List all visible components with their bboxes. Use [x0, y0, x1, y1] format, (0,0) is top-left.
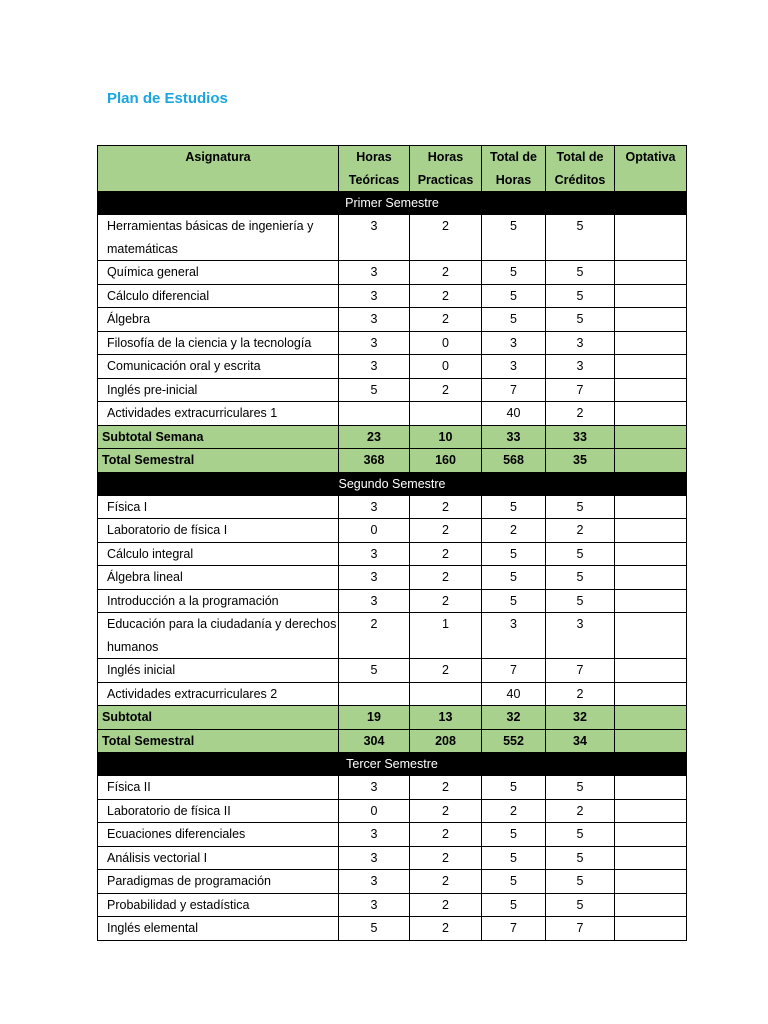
total-creditos: 7	[546, 659, 615, 683]
subtotal-row	[98, 425, 687, 449]
optativa	[615, 519, 687, 543]
horas-practicas: 2	[410, 799, 482, 823]
subtotal-row-total-horas: 32	[482, 706, 546, 730]
header-total-creditos: Total de Créditos	[546, 146, 615, 192]
subject-name: Física I	[98, 495, 339, 519]
total-semestral-row-label: Total Semestral	[98, 449, 339, 473]
subtotal-row-teoricas: 19	[339, 706, 410, 730]
subtotal-row-teoricas: 23	[339, 425, 410, 449]
horas-teoricas: 3	[339, 542, 410, 566]
horas-practicas: 2	[410, 519, 482, 543]
table-row	[98, 870, 687, 894]
optativa	[615, 215, 687, 261]
total-creditos: 5	[546, 542, 615, 566]
subject-name: Laboratorio de física II	[98, 799, 339, 823]
table-row	[98, 799, 687, 823]
horas-practicas: 2	[410, 776, 482, 800]
subtotal-row	[98, 706, 687, 730]
total-creditos: 7	[546, 917, 615, 941]
total-horas: 5	[482, 542, 546, 566]
header-row	[98, 146, 687, 192]
total-horas: 5	[482, 893, 546, 917]
horas-teoricas: 3	[339, 776, 410, 800]
table-row	[98, 378, 687, 402]
table-row	[98, 846, 687, 870]
total-semestral-row-teoricas: 304	[339, 729, 410, 753]
header-horas-practicas: Horas Practicas	[410, 146, 482, 192]
subtotal-row-total-horas: 33	[482, 425, 546, 449]
optativa	[615, 776, 687, 800]
horas-practicas: 2	[410, 284, 482, 308]
page-title: Plan de Estudios	[107, 90, 228, 107]
horas-practicas: 1	[410, 613, 482, 659]
subject-name: Probabilidad y estadística	[98, 893, 339, 917]
horas-teoricas: 3	[339, 331, 410, 355]
table-row	[98, 284, 687, 308]
total-horas: 5	[482, 215, 546, 261]
total-horas: 3	[482, 331, 546, 355]
subject-name: Análisis vectorial I	[98, 846, 339, 870]
total-semestral-row-teoricas: 368	[339, 449, 410, 473]
subject-name: Inglés elemental	[98, 917, 339, 941]
table-row	[98, 589, 687, 613]
total-semestral-row-optativa	[615, 729, 687, 753]
subtotal-row-optativa	[615, 706, 687, 730]
subject-name: Introducción a la programación	[98, 589, 339, 613]
subject-name: Cálculo diferencial	[98, 284, 339, 308]
table-body	[98, 192, 687, 941]
total-horas: 5	[482, 566, 546, 590]
horas-practicas: 2	[410, 659, 482, 683]
subject-name: Herramientas básicas de ingeniería y matemáticas	[98, 215, 339, 261]
optativa	[615, 308, 687, 332]
horas-practicas: 2	[410, 261, 482, 285]
total-horas: 5	[482, 846, 546, 870]
horas-practicas: 2	[410, 378, 482, 402]
optativa	[615, 682, 687, 706]
total-horas: 5	[482, 261, 546, 285]
subject-name: Laboratorio de física I	[98, 519, 339, 543]
total-creditos: 5	[546, 846, 615, 870]
horas-teoricas: 5	[339, 659, 410, 683]
optativa	[615, 613, 687, 659]
subject-name: Filosofía de la ciencia y la tecnología	[98, 331, 339, 355]
optativa	[615, 917, 687, 941]
total-semestral-row-label: Total Semestral	[98, 729, 339, 753]
total-creditos: 5	[546, 215, 615, 261]
horas-practicas: 2	[410, 846, 482, 870]
subject-name: Álgebra	[98, 308, 339, 332]
horas-teoricas: 3	[339, 308, 410, 332]
subject-name: Inglés pre-inicial	[98, 378, 339, 402]
table-row	[98, 355, 687, 379]
optativa	[615, 378, 687, 402]
table-row	[98, 331, 687, 355]
horas-practicas: 0	[410, 355, 482, 379]
total-horas: 5	[482, 823, 546, 847]
total-creditos: 5	[546, 776, 615, 800]
subtotal-row-label: Subtotal Semana	[98, 425, 339, 449]
optativa	[615, 261, 687, 285]
total-creditos: 5	[546, 284, 615, 308]
table-row	[98, 402, 687, 426]
optativa	[615, 284, 687, 308]
horas-teoricas: 3	[339, 846, 410, 870]
horas-practicas: 2	[410, 566, 482, 590]
subtotal-row-practicas: 10	[410, 425, 482, 449]
total-semestral-row-creditos: 35	[546, 449, 615, 473]
subject-name: Educación para la ciudadanía y derechos humanos	[98, 613, 339, 659]
optativa	[615, 402, 687, 426]
total-semestral-row-creditos: 34	[546, 729, 615, 753]
horas-teoricas: 3	[339, 355, 410, 379]
total-horas: 5	[482, 284, 546, 308]
horas-teoricas: 3	[339, 893, 410, 917]
horas-practicas: 2	[410, 823, 482, 847]
semester-header	[98, 192, 687, 215]
horas-teoricas: 3	[339, 870, 410, 894]
total-horas: 7	[482, 378, 546, 402]
study-plan-table	[97, 145, 687, 941]
horas-teoricas: 3	[339, 566, 410, 590]
table-row	[98, 823, 687, 847]
subject-name: Comunicación oral y escrita	[98, 355, 339, 379]
subject-name: Inglés inicial	[98, 659, 339, 683]
subject-name: Álgebra lineal	[98, 566, 339, 590]
total-creditos: 2	[546, 682, 615, 706]
total-semestral-row-optativa	[615, 449, 687, 473]
optativa	[615, 542, 687, 566]
horas-teoricas: 2	[339, 613, 410, 659]
total-semestral-row-practicas: 208	[410, 729, 482, 753]
table-row	[98, 566, 687, 590]
subject-name: Ecuaciones diferenciales	[98, 823, 339, 847]
total-horas: 3	[482, 355, 546, 379]
total-creditos: 2	[546, 519, 615, 543]
subject-name: Química general	[98, 261, 339, 285]
total-creditos: 2	[546, 402, 615, 426]
total-horas: 7	[482, 917, 546, 941]
total-semestral-row-practicas: 160	[410, 449, 482, 473]
header-asignatura: Asignatura	[98, 146, 339, 192]
subtotal-row-creditos: 33	[546, 425, 615, 449]
subject-name: Actividades extracurriculares 1	[98, 402, 339, 426]
horas-practicas: 2	[410, 308, 482, 332]
horas-teoricas: 3	[339, 215, 410, 261]
subject-name: Física II	[98, 776, 339, 800]
total-horas: 5	[482, 870, 546, 894]
horas-practicas: 2	[410, 542, 482, 566]
optativa	[615, 589, 687, 613]
table-row	[98, 893, 687, 917]
optativa	[615, 823, 687, 847]
semester-label: Tercer Semestre	[98, 753, 687, 776]
total-creditos: 5	[546, 870, 615, 894]
horas-teoricas: 5	[339, 378, 410, 402]
horas-teoricas: 3	[339, 823, 410, 847]
table-row	[98, 215, 687, 261]
table-row	[98, 308, 687, 332]
total-semestral-row-total-horas: 568	[482, 449, 546, 473]
horas-practicas: 2	[410, 917, 482, 941]
optativa	[615, 659, 687, 683]
subtotal-row-label: Subtotal	[98, 706, 339, 730]
total-creditos: 3	[546, 331, 615, 355]
horas-teoricas	[339, 402, 410, 426]
optativa	[615, 870, 687, 894]
table-row	[98, 682, 687, 706]
total-creditos: 5	[546, 589, 615, 613]
horas-teoricas: 5	[339, 917, 410, 941]
horas-teoricas: 3	[339, 589, 410, 613]
table-row	[98, 542, 687, 566]
total-semestral-row	[98, 729, 687, 753]
total-semestral-row	[98, 449, 687, 473]
optativa	[615, 495, 687, 519]
table-row	[98, 659, 687, 683]
subtotal-row-practicas: 13	[410, 706, 482, 730]
semester-label: Primer Semestre	[98, 192, 687, 215]
total-horas: 5	[482, 495, 546, 519]
horas-practicas: 2	[410, 495, 482, 519]
header-horas-teoricas: Horas Teóricas	[339, 146, 410, 192]
optativa	[615, 846, 687, 870]
total-creditos: 2	[546, 799, 615, 823]
total-horas: 40	[482, 682, 546, 706]
table-row	[98, 917, 687, 941]
semester-header	[98, 472, 687, 495]
subtotal-row-creditos: 32	[546, 706, 615, 730]
total-horas: 3	[482, 613, 546, 659]
optativa	[615, 331, 687, 355]
semester-label: Segundo Semestre	[98, 472, 687, 495]
total-creditos: 5	[546, 823, 615, 847]
optativa	[615, 566, 687, 590]
table-row	[98, 519, 687, 543]
table-row	[98, 495, 687, 519]
table-row	[98, 776, 687, 800]
table-row	[98, 261, 687, 285]
total-creditos: 5	[546, 308, 615, 332]
semester-header	[98, 753, 687, 776]
total-creditos: 5	[546, 495, 615, 519]
subject-name: Paradigmas de programación	[98, 870, 339, 894]
horas-teoricas: 0	[339, 799, 410, 823]
table-row	[98, 613, 687, 659]
subject-name: Cálculo integral	[98, 542, 339, 566]
total-horas: 40	[482, 402, 546, 426]
total-horas: 2	[482, 799, 546, 823]
total-horas: 5	[482, 776, 546, 800]
horas-teoricas: 3	[339, 261, 410, 285]
horas-practicas	[410, 402, 482, 426]
subtotal-row-optativa	[615, 425, 687, 449]
optativa	[615, 799, 687, 823]
total-creditos: 3	[546, 355, 615, 379]
horas-practicas: 2	[410, 893, 482, 917]
total-creditos: 7	[546, 378, 615, 402]
subject-name: Actividades extracurriculares 2	[98, 682, 339, 706]
horas-practicas: 0	[410, 331, 482, 355]
total-semestral-row-total-horas: 552	[482, 729, 546, 753]
total-horas: 5	[482, 589, 546, 613]
header-optativa: Optativa	[615, 146, 687, 192]
horas-practicas	[410, 682, 482, 706]
horas-teoricas	[339, 682, 410, 706]
total-horas: 2	[482, 519, 546, 543]
optativa	[615, 893, 687, 917]
horas-teoricas: 3	[339, 284, 410, 308]
total-horas: 5	[482, 308, 546, 332]
horas-teoricas: 3	[339, 495, 410, 519]
horas-teoricas: 0	[339, 519, 410, 543]
horas-practicas: 2	[410, 870, 482, 894]
total-creditos: 3	[546, 613, 615, 659]
total-creditos: 5	[546, 261, 615, 285]
horas-practicas: 2	[410, 215, 482, 261]
total-creditos: 5	[546, 566, 615, 590]
optativa	[615, 355, 687, 379]
horas-practicas: 2	[410, 589, 482, 613]
header-total-horas: Total de Horas	[482, 146, 546, 192]
total-creditos: 5	[546, 893, 615, 917]
total-horas: 7	[482, 659, 546, 683]
